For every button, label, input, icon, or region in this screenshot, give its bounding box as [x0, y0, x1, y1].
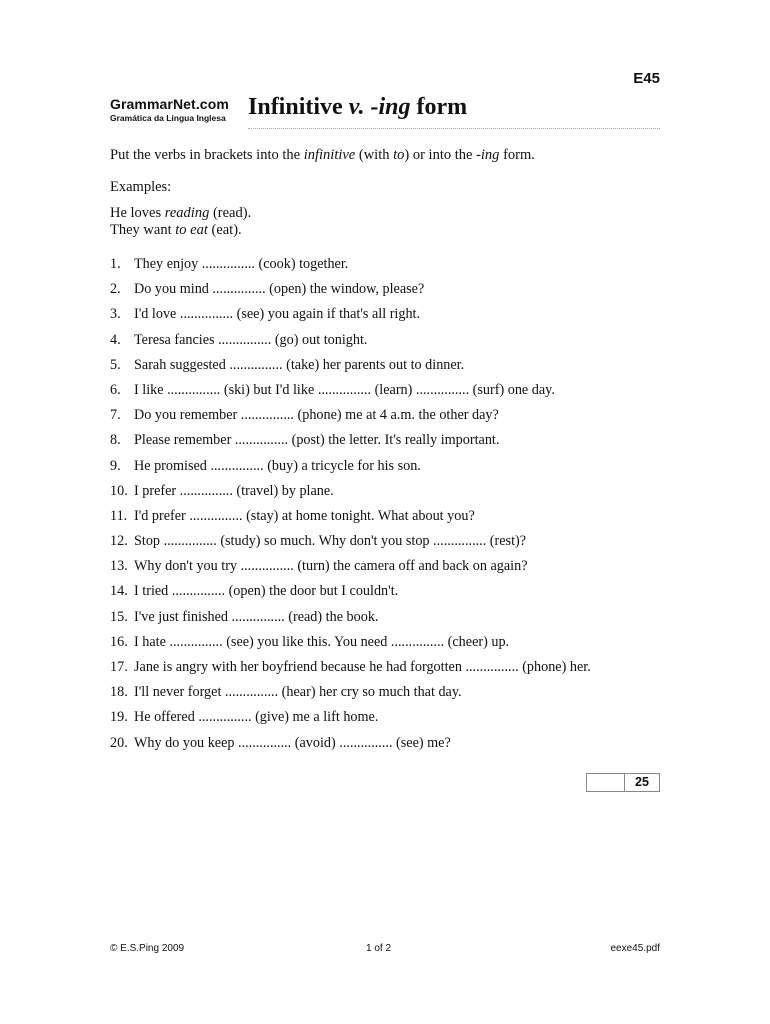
- exercise-item-text: Stop ............... (study) so much. Why don't you stop ............... (rest)?: [134, 533, 527, 550]
- instr-text-3: (with: [355, 147, 394, 163]
- exercise-item-number: 18.: [110, 684, 128, 701]
- exercise-item-number: 5.: [110, 356, 121, 373]
- exercise-item: [110, 632, 591, 657]
- exercise-item-number: 14.: [110, 583, 128, 600]
- exercise-item: [110, 405, 591, 430]
- example-2-text-b: to eat: [175, 222, 208, 238]
- exercise-item: [110, 355, 591, 380]
- title-part-3: form: [410, 94, 468, 120]
- brand-name: GrammarNet.com: [110, 96, 229, 112]
- exercise-item-text: Why do you keep ............... (avoid) ............... (see) me?: [134, 734, 451, 751]
- exercise-item: [110, 556, 591, 581]
- title-divider: [248, 128, 660, 129]
- exercise-item-number: 19.: [110, 709, 128, 726]
- exercise-item: [110, 581, 591, 606]
- exercise-item-number: 13.: [110, 558, 128, 575]
- exercise-item: [110, 607, 591, 632]
- exercise-item-text: I'd love ............... (see) you again if that's all right.: [134, 306, 421, 323]
- exercise-item-text: Why don't you try ............... (turn) the camera off and back on again?: [134, 558, 528, 575]
- exercise-item-number: 6.: [110, 381, 121, 398]
- footer-copyright: © E.S.Ping 2009: [110, 943, 185, 954]
- score-box: [586, 773, 660, 792]
- example-2: [110, 222, 242, 239]
- exercise-item-number: 7.: [110, 407, 121, 424]
- instr-text-5: ) or into the: [404, 147, 477, 163]
- exercise-item-text: Teresa fancies ............... (go) out tonight.: [134, 331, 368, 348]
- exercise-item-text: Sarah suggested ............... (take) her parents out to dinner.: [134, 356, 465, 373]
- instr-text-7: form.: [499, 147, 535, 163]
- footer-filename: eexe45.pdf: [610, 943, 660, 954]
- instructions: [110, 147, 535, 164]
- exercise-item: [110, 682, 591, 707]
- exercise-item-number: 10.: [110, 482, 128, 499]
- instr-text-1: Put the verbs in brackets into the: [110, 147, 304, 163]
- example-1: [110, 205, 251, 222]
- exercise-item-number: 4.: [110, 331, 121, 348]
- exercise-item-number: 11.: [110, 507, 128, 524]
- exercise-item: [110, 279, 591, 304]
- score-total: 25: [635, 775, 649, 789]
- exercise-item-text: Do you remember ............... (phone) me at 4 a.m. the other day?: [134, 407, 499, 424]
- exercise-item-text: He promised ............... (buy) a tricycle for his son.: [134, 457, 421, 474]
- brand-subtitle: Gramática da Língua Inglesa: [110, 113, 226, 123]
- exercise-item-text: I'd prefer ............... (stay) at home tonight. What about you?: [134, 507, 475, 524]
- exercise-item-number: 20.: [110, 734, 128, 751]
- title-part-2: v. -ing: [348, 94, 411, 120]
- exercise-item-number: 16.: [110, 633, 128, 650]
- title-part-1: Infinitive: [248, 94, 349, 120]
- exercise-item-number: 8.: [110, 432, 121, 449]
- instr-text-2: infinitive: [303, 147, 356, 163]
- exercise-item: [110, 733, 591, 758]
- exercise-item-text: He offered ............... (give) me a lift home.: [134, 709, 379, 726]
- exercise-item: [110, 456, 591, 481]
- exercise-item-number: 17.: [110, 659, 128, 675]
- exercise-item: [110, 657, 591, 682]
- instr-text-4: to: [393, 147, 405, 163]
- exercise-item: [110, 506, 591, 531]
- exercise-item-text: They enjoy ............... (cook) together.: [134, 256, 349, 272]
- exercise-item: [110, 430, 591, 455]
- exercise-item-text: I prefer ............... (travel) by plane.: [134, 482, 334, 499]
- exercise-item-text: I'll never forget ............... (hear) her cry so much that day.: [134, 684, 462, 701]
- example-1-text-b: reading: [164, 205, 210, 221]
- exercise-item: [110, 380, 591, 405]
- exercise-item-text: I hate ............... (see) you like this. You need ............... (cheer) up.: [134, 633, 510, 650]
- brand-block: [110, 96, 229, 123]
- example-2-text-a: They want: [110, 222, 176, 238]
- exercise-item: [110, 304, 591, 329]
- examples-heading: Examples:: [110, 179, 172, 195]
- exercise-item-number: 12.: [110, 533, 128, 550]
- instr-text-6: -ing: [476, 147, 500, 163]
- footer-page-number: 1 of 2: [366, 943, 392, 954]
- exercise-item-number: 15.: [110, 608, 128, 625]
- exercise-item-text: I've just finished ............... (read) the book.: [134, 608, 379, 625]
- exercise-item: [110, 254, 591, 279]
- exercise-item-text: Please remember ............... (post) the letter. It's really important.: [134, 432, 500, 449]
- exercise-list: [110, 254, 591, 758]
- exercise-item: [110, 707, 591, 732]
- exercise-item-number: 9.: [110, 457, 121, 474]
- exercise-item-text: I tried ............... (open) the door but I couldn't.: [134, 583, 399, 600]
- exercise-item: [110, 330, 591, 355]
- exercise-code: E45: [633, 70, 660, 87]
- score-input-cell[interactable]: [587, 774, 625, 791]
- exercise-item-number: 3.: [110, 306, 121, 323]
- page-title: [248, 94, 467, 121]
- exercise-item: [110, 531, 591, 556]
- example-1-text-a: He loves: [110, 205, 165, 221]
- exercise-item-text: Do you mind ............... (open) the window, please?: [134, 281, 425, 298]
- exercise-item: [110, 481, 591, 506]
- exercise-item-number: 1.: [110, 256, 121, 272]
- exercise-item-text: Jane is angry with her boyfriend because he had forgotten ............... (phone) her.: [134, 659, 591, 675]
- exercise-item-number: 2.: [110, 281, 121, 298]
- example-1-text-c: (read).: [209, 205, 252, 221]
- exercise-item-text: I like ............... (ski) but I'd like ............... (learn) ............... (surf) one day.: [134, 381, 555, 398]
- example-2-text-c: (eat).: [207, 222, 242, 238]
